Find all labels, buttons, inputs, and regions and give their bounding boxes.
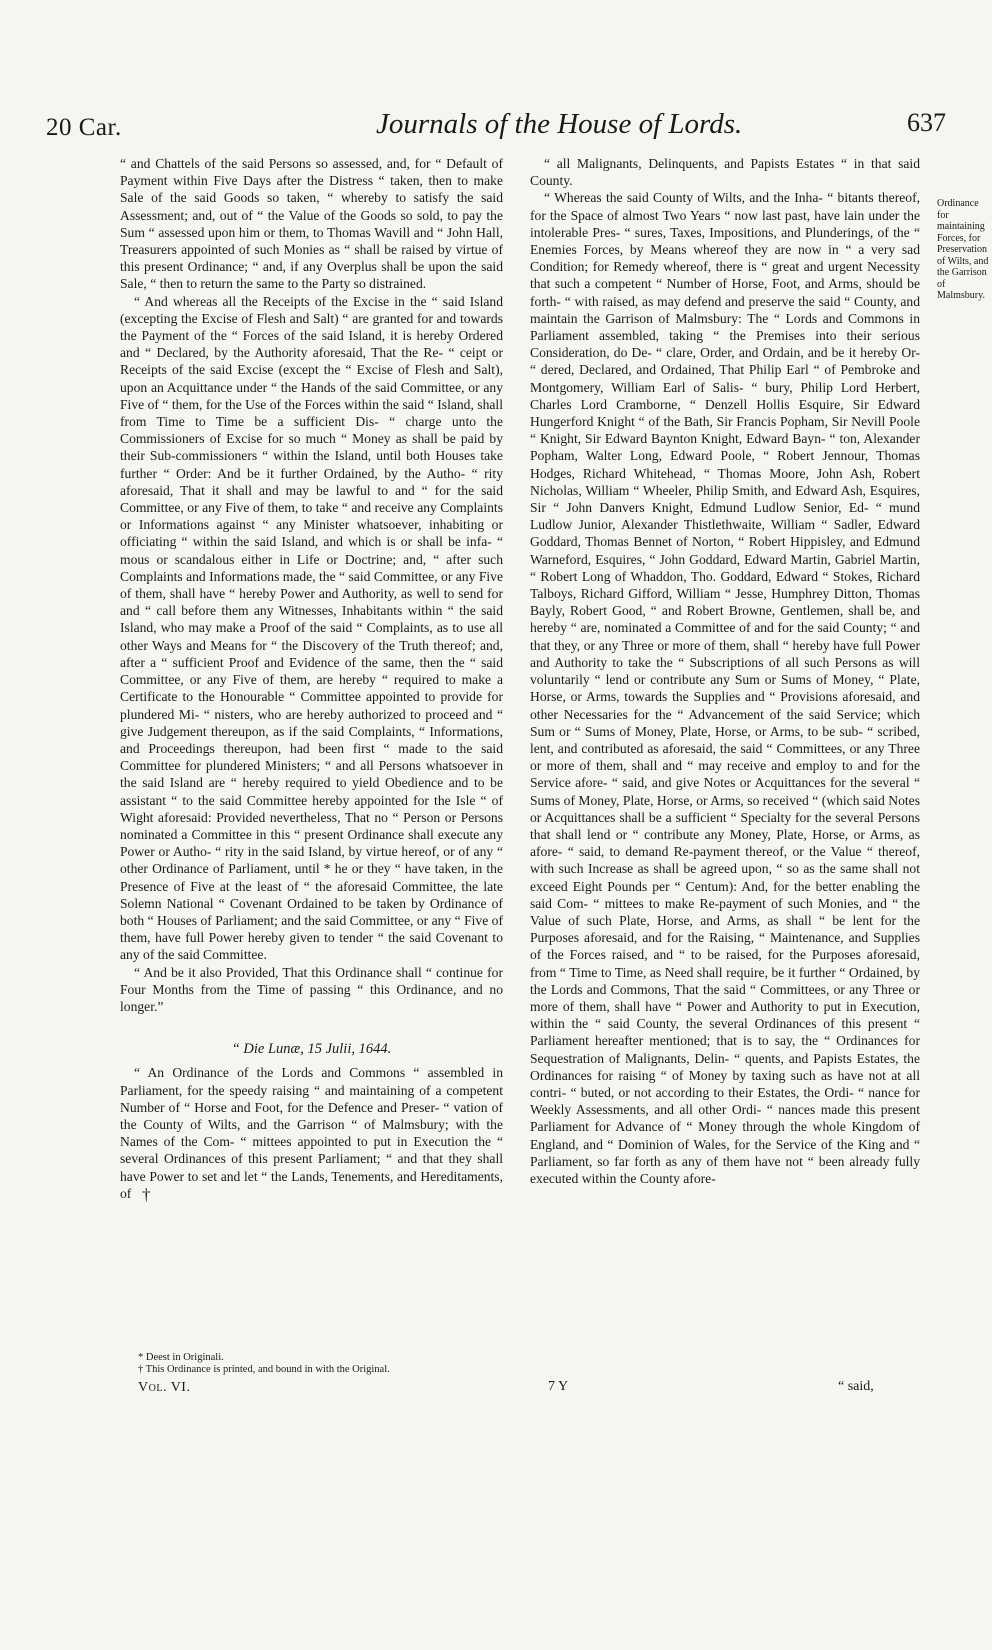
page-number: 637 [907,108,946,137]
right-column [530,155,920,1187]
signature-mark: 7 Y [548,1379,569,1394]
paragraph: “ all Malignants, Delinquents, and Papists Estates “ in that said County. [530,156,920,189]
ordinance-intro: “ An Ordinance of the Lords and Commons “ assembled in Parliament, for the speedy raising “ and maintaining of a competent Number of “ Horse and Foot, for the Defence and Preser- “ vation of the County of Wilts, and the Garrison “ of Malmsbury; with the Names of the Com- “ mittees appointed to put in Execution the “ several Ordinances of this present Parliament; “ and that they shall have Power to set and let “ the Lands, Tenements, and Hereditaments, of [120,1065,503,1201]
dagger-mark: † [142,1185,151,1204]
regnal-year: 20 Car. [46,114,122,141]
running-title: Journals of the House of Lords. [376,108,743,140]
date-heading: “ Die Lunæ, 15 Julii, 1644. [231,1041,392,1058]
footnote: † This Ordinance is printed, and bound in with the Original. [138,1364,390,1375]
paragraph: “ Whereas the said County of Wilts, and the Inha- “ bitants thereof, for the Space of almost Two Years “ now last past, have lain under the intolerable Pres- “ sures, Taxes, Impositions, and Plunderings, of the “ Enemies Forces, by Means whereof they are now in “ a very sad Condition; for Remedy whereof, there is “ great and urgent Necessity that such a competent “ Number of Horse, Foot, and Arms, should be forth- “ with raised, as may defend and preserve the said “ County, and maintain the Garrison of Malmsbury: The “ Lords and Commons in Parliament assembled, taking “ the Premises into their serious Consideration, do De- “ clare, Order, and Ordain, and be it hereby Or- “ dered, Declared, and Ordained, That Philip Earl “ of Pembroke and Montgomery, William Earl of Salis- “ bury, Philip Lord Herbert, Charles Lord Cramborne, “ Denzell Hollis Esquire, Sir Edward Hungerford Knight “ of the Bath, Sir Francis Popham, Sir Nevill Poole “ Knight, Sir Edward Baynton Knight, Edward Bayn- “ ton, Alexander Popham, Walter Long, Edward Poole, “ Robert Jennour, Thomas Hodges, Richard Whitehead, “ Thomas Moore, John Ash, Robert Nicholas, William “ Wheeler, Philip Smith, and Edward Ash, Esquires, Sir “ John Danvers Knight, Edmund Ludlow Senior, Ed- “ mund Ludlow Junior, Alexander Thistlethwaite, William “ Sadler, Edward Goddard, Thomas Bennet of Norton, “ Robert Hippisley, and Edmund Warneford, Esquires, “ John Goddard, Edward Martin, Gabriel Martin, “ Robert Long of Whaddon, Tho. Goddard, Edward “ Stokes, Richard Talboys, Richard Gifford, William “ Jesse, Humphrey Ditton, Thomas Bayly, Robert Good, “ and Robert Browne, Gentlemen, shall be, and hereby “ are, nominated a Committee of and for the said County; “ and that they, or any Three or more of them, shall “ hereby have full Power and Authority to take the “ Subscriptions of all such Persons as will voluntarily “ lend or contribute any Sum or Sums of Money, “ Plate, Horse, or Arms, towards the Supplies and “ Provisions aforesaid, and other Necessaries for the “ Advancement of the said Service; which Sum or “ Sums of Money, Plate, Horse, or Arms, to be sub- “ scribed, lent, and contributed as aforesaid, the said “ Committees, or any Three or more of them, shall and “ may receive and employ to and for the Service afore- “ said, and give Notes or Acquittances for the several “ Sums of Money, Plate, Horse, or Arms, so received “ (which said Notes or Acquittances shall be a sufficient “ Specialty for the several Persons that shall lend or “ contribute any Money, Plate, Horse, or Arms, as afore- “ said, to demand Re-payment thereof, or the Value “ thereof, with such Increase as shall be agreed upon, “ so as the same shall not exceed Eight Pounds per “ Centum): And, for the better enabling the said Com- “ mittees to make Re-payment of such Monies, and “ the Value of such Plate, Horse, and Arms, as shall “ be lent for the Purposes aforesaid, and for the Raising, “ Maintenance, and Supplies of the Forces raised, and “ to be raised, for the Purposes aforesaid, from “ Time to Time, as Need shall require, be it further “ Ordained, by the Lords and Commons, That the said “ Committees, or any Three or more of them, shall have “ Power and Authority to put in Execution, within the “ said County, the several Ordinances of this present “ Parliament hereafter mentioned; that is to say, the “ Ordinances for Sequestration of Malignants, Delin- “ quents, and Papists Estates, the Ordinances for raising “ of Money by taxing such as have not at all contri- “ buted, or not according to their Estates, the Ordi- “ nance for Weekly Assessments, and all other Ordi- “ nances made this present Parliament for Advance of “ Money through the whole Kingdom of England, and “ Dominion of Wales, for the Service of the King and “ Parliament, so far forth as any of them have not “ been already fully executed within the County afore- [530,190,920,1186]
paragraph: “ And whereas all the Receipts of the Excise in the “ said Island (excepting the Excise of Flesh and Salt) “ are granted for and towards the Payment of the “ Forces of the said Island, it is hereby Ordered and “ Declared, by the Authority aforesaid, That the Re- “ ceipt or Receipts of the said Excise (except the “ Excise of Flesh and Salt), upon an Acquittance under “ the Hands of the said Committee, or any Five of “ them, for the Use of the Forces within the said “ Island, shall from Time to Time be a sufficient Dis- “ charge unto the Commissioners of Excise for so much “ Money as shall be paid by their Sub-commissioners “ within the Island, until both Houses take further “ Order: And be it further Ordained, by the Autho- “ rity aforesaid, That it shall and may be lawful to and “ for the said Committee, or any Five of them, to take “ and receive any Complaints or Informations against “ any Minister whatsoever, inhabiting or officiating “ within the said Island, and which is or shall be infa- “ mous or scandalous either in Life or Doctrine; and, “ after such Complaints and Informations made, the “ said Committee, or any Five of them, shall have “ hereby Power and Authority, as well to send for and “ call before them any Witnesses, Inhabitants within “ the said Island, who may make a Proof of the said “ Complaints, as to use all other Ways and Means for “ the Discovery of the Truth thereof; and, after a “ sufficient Proof and Evidence of the same, then the “ said Committee, or any Five of them, are hereby “ required to make a Certificate to the Honourable “ Committee appointed to provide for plundered Mi- “ nisters, who are hereby authorized to proceed and “ give Judgement thereupon, as if the said Complaints, “ Informations, and Proceedings thereupon, had been first “ made to the said Committee for plundered Ministers; “ and all Persons whatsoever in the said Island are “ hereby required to yield Obedience and to be assistant “ to the said Committee hereby appointed for the Isle “ of Wight aforesaid: Provided nevertheless, That no “ Person or Persons nominated a Committee in this “ present Ordinance shall execute any Power or Autho- “ rity in the said Island, by virtue hereof, or of any “ other Ordinance of Parliament, until * he or they “ have taken, in the Presence of Five at the least of “ the aforesaid Committee, the late Solemn National “ Covenant Ordained to be taken by Ordinance of both “ Houses of Parliament; and the said Committee, or any “ Five of them, have full Power hereby given to tender “ the said Covenant to any of the said Committee. [120,293,503,963]
paragraph: “ and Chattels of the said Persons so assessed, and, for “ Default of Payment within Five Days after the Distress “ taken, then to make Sale of the said Goods so taken, “ whereby to satisfy the said Assessment; and, out of “ the Value of the Goods so sold, to pay the Sum “ assessed upon him or them, to Thomas Wavill and “ John Hall, Treasurers appointed of such Monies as “ shall be raised by virtue of this present Ordinance; “ and, if any Overplus shall be upon the said Sale, “ then to return the same to the Party so distrained. [120,156,503,292]
catchword: “ said, [838,1379,874,1394]
left-column [120,155,503,1202]
page-header [46,108,946,152]
footnote: * Deest in Originali. [138,1352,224,1363]
paragraph: “ And be it also Provided, That this Ordinance shall “ continue for Four Months from the Time of passing “ this Ordinance, and no longer.” [120,964,503,1014]
footnotes [138,1352,518,1376]
volume-label: Vol. VI. [138,1380,191,1395]
margin-note: Ordinance for maintaining Forces, for Preservation of Wilts, and the Garrison of Malmsbury. [937,198,989,301]
